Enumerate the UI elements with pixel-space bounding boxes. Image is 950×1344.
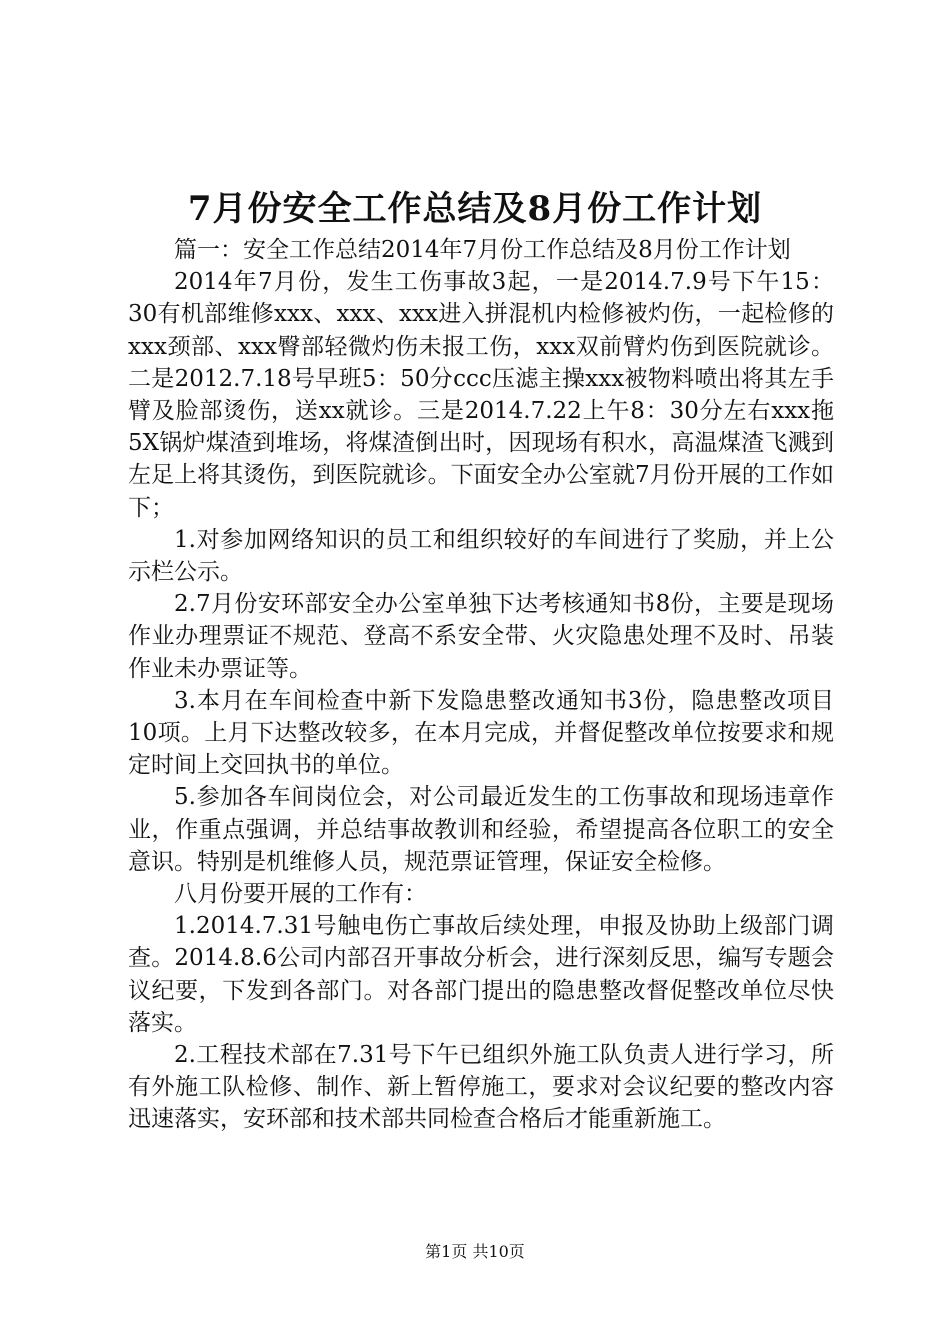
paragraph-august-heading: 八月份要开展的工作有：: [174, 881, 427, 908]
paragraph-august-item-2: 2.工程技术部在7.31号下午已组织外施工队负责人进行学习，所有外施工队检修、制作、新上暂停施工，要求对会议纪要的整改内容迅速落实，安环部和技术部共同检查合格后才能重新施工。: [128, 1042, 834, 1133]
paragraph-item-2: 2.7月份安环部安全办公室单独下达考核通知书8份，主要是现场作业办理票证不规范、登高不系安全带、火灾隐患处理不及时、吊装作业未办票证等。: [128, 591, 834, 682]
page-number-footer: 第1页 共10页: [425, 1242, 525, 1261]
document-body: [128, 234, 834, 1136]
paragraph-august-item-1: 1.2014.7.31号触电伤亡事故后续处理，申报及协助上级部门调查。2014.8.6公司内部召开事故分析会，进行深刻反思，编写专题会议纪要，下发到各部门。对各部门提出的隐患整改督促整改单位尽快落实。: [128, 913, 834, 1036]
paragraph-summary: 2014年7月份，发生工伤事故3起，一是2014.7.9号下午15：30有机部维修xxx、xxx、xxx进入拼混机内检修被灼伤，一起检修的xxx颈部、xxx臀部轻微灼伤未报工伤，xxx双前臂灼伤到医院就诊。二是2012.7.18号早班5：50分ccc压滤主操xxx被物料喷出将其左手臂及脸部烫伤，送xx就诊。三是2014.7.22上午8：30分左右xxx拖5X锅炉煤渣到堆场，将煤渣倒出时，因现场有积水，高温煤渣飞溅到左足上将其烫伤，到医院就诊。下面安全办公室就7月份开展的工作如下；: [128, 269, 834, 521]
paragraph-item-1: 1.对参加网络知识的员工和组织较好的车间进行了奖励，并上公示栏公示。: [128, 526, 834, 586]
document-title: 7月份安全工作总结及8月份工作计划: [187, 189, 763, 229]
paragraph-item-5: 5.参加各车间岗位会，对公司最近发生的工伤事故和现场违章作业，作重点强调，并总结事故教训和经验，希望提高各位职工的安全意识。特别是机维修人员，规范票证管理，保证安全检修。: [128, 784, 834, 875]
paragraph-heading: 篇一：安全工作总结2014年7月份工作总结及8月份工作计划: [174, 237, 791, 263]
paragraph-item-3: 3.本月在车间检查中新下发隐患整改通知书3份，隐患整改项目10项。上月下达整改较多，在本月完成，并督促整改单位按要求和规定时间上交回执书的单位。: [128, 687, 834, 779]
